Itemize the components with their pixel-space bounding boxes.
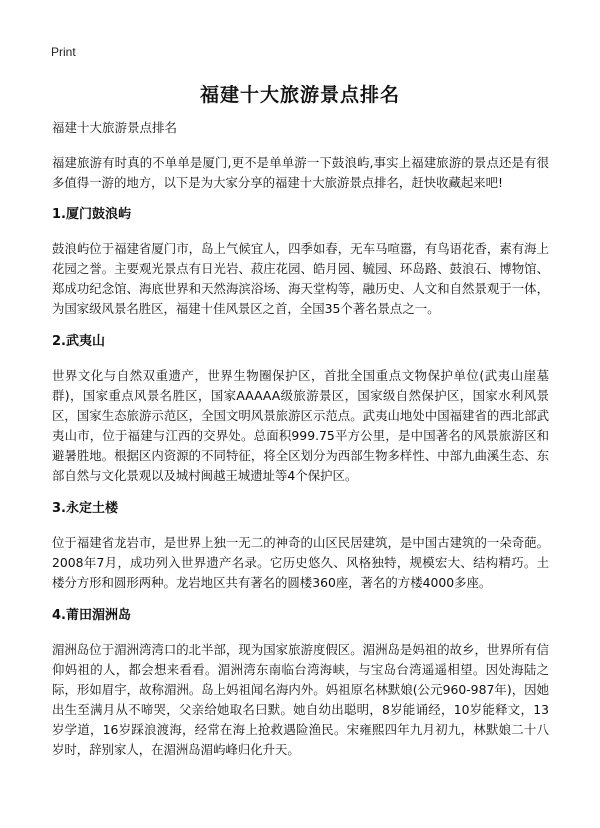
article-subtitle: 福建十大旅游景点排名 <box>52 120 178 135</box>
intro-paragraph: 福建旅游有时真的不单单是厦门,更不是单单游一下鼓浪屿,事实上福建旅游的景点还是有很多值得一游的地方，以下是为大家分享的福建十大旅游景点排名，赶快收藏起来吧! <box>52 155 549 190</box>
section-heading: 2.武夷山 <box>52 334 105 349</box>
section-heading: 4.莆田湄洲岛 <box>52 608 131 623</box>
section-heading: 3.永定土楼 <box>52 501 118 516</box>
section-text: 世界文化与自然双重遗产，世界生物圈保护区，首批全国重点文物保护单位(武夷山崖墓群)，国家重点风景名胜区，国家AAAAA级旅游景区，国家级自然保护区，国家水利风景区，国家生态旅游示范区，全国文明风景旅游区示范点。武夷山地处中国福建省的西北部武夷山市，位于福建与江西的交界处。总面积999.75平方公里，是中国著名的风景旅游区和避暑胜地。根据区内资源的不同特征，将全区划分为西部生物多样性、中部九曲溪生态、东部自然与文化景观以及城村闽越王城遗址等4个保护区。 <box>52 368 549 483</box>
section-gulangyu <box>52 205 549 319</box>
section-wuyishan <box>52 332 549 486</box>
section-meizhou-island <box>52 606 549 760</box>
section-text: 湄洲岛位于湄洲湾湾口的北半部，现为国家旅游度假区。湄洲岛是妈祖的故乡，世界所有信仰妈祖的人，都会想来看看。湄洲湾东南临台湾海峡，与宝岛台湾遥遥相望。因处海陆之际，形如眉宇，故称湄洲。岛上妈祖闻名海内外。妈祖原名林默娘(公元960-987年)，因她出生至满月从不啼哭，父亲给她取名曰默。她自幼出聪明，8岁能诵经，10岁能释文，13岁学道，16岁踩浪渡海，经常在海上抢救遇险渔民。宋雍熙四年九月初九，林默娘二十八岁时，辞别家人，在湄洲岛湄屿峰归化升天。 <box>52 642 549 757</box>
section-yongding-tulou <box>52 499 549 593</box>
page-title: 福建十大旅游景点排名 <box>199 84 400 106</box>
print-label: Print <box>51 45 76 59</box>
section-text: 鼓浪屿位于福建省厦门市，岛上气候宜人，四季如春，无车马喧嚣，有鸟语花香，素有海上花园之誉。主要观光景点有日光岩、菽庄花园、皓月园、毓园、环岛路、鼓浪石、博物馆、郑成功纪念馆、海底世界和天然海滨浴场、海天堂构等，融历史、人文和自然景观于一体，为国家级风景名胜区，福建十佳风景区之首，全国35个著名景点之一。 <box>52 241 549 316</box>
section-text: 位于福建省龙岩市，是世界上独一无二的神奇的山区民居建筑，是中国古建筑的一朵奇葩。2008年7月，成功列入世界遗产名录。它历史悠久、风格独特，规模宏大、结构精巧。土楼分方形和圆形两种。龙岩地区共有著名的圆楼360座，著名的方楼4000多座。 <box>52 535 549 590</box>
article-body <box>52 118 549 773</box>
section-heading: 1.厦门鼓浪屿 <box>52 207 131 222</box>
